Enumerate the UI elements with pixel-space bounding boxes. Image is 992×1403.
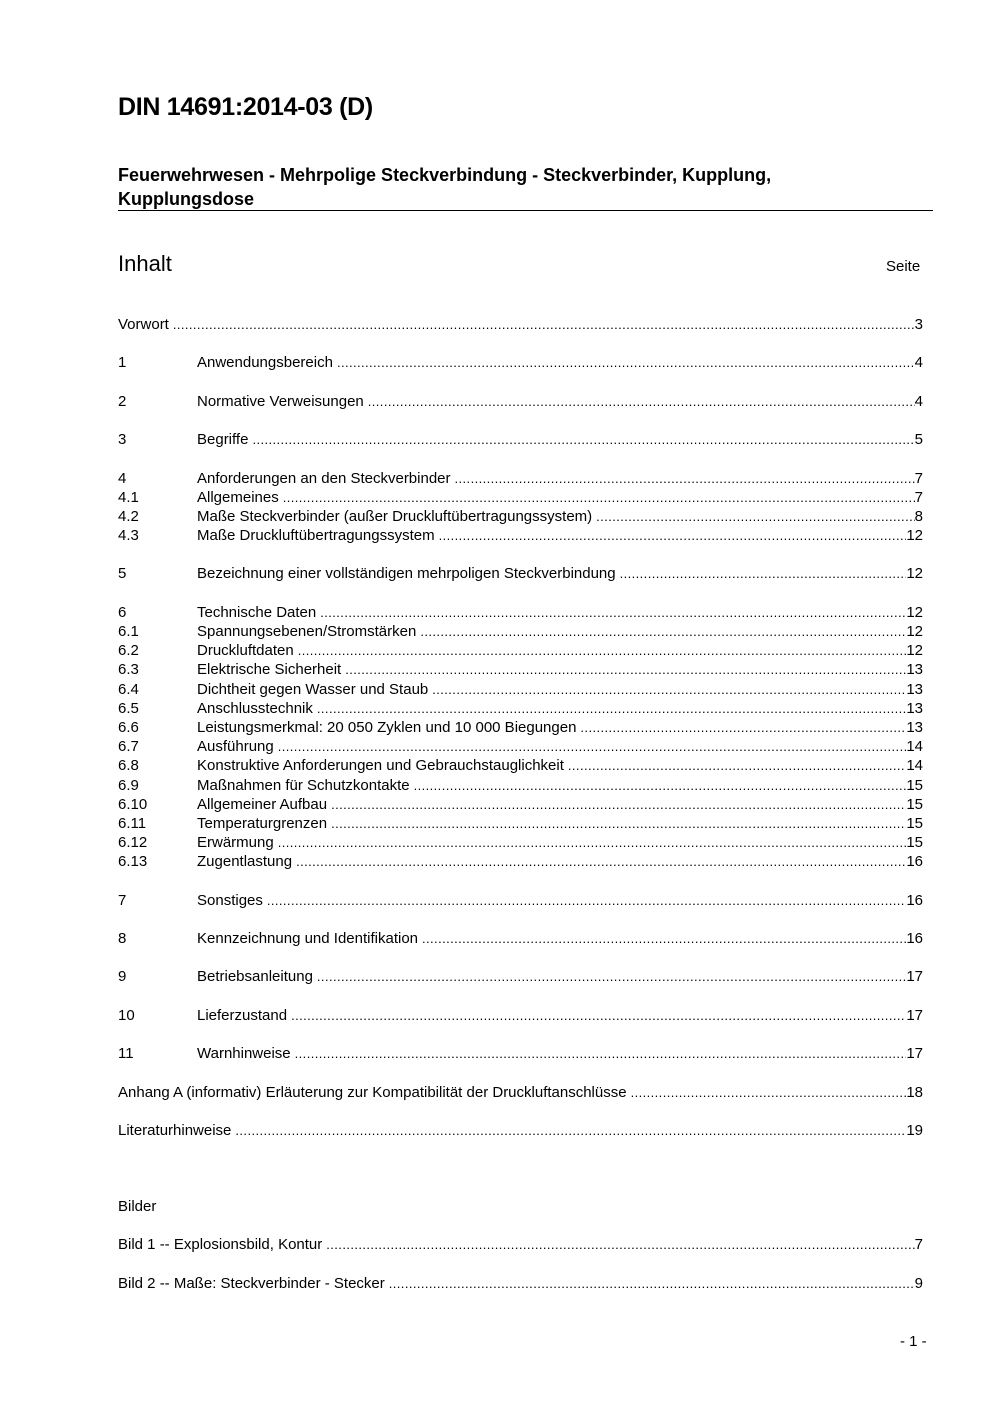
toc-entry-number: 4.2 bbox=[118, 507, 139, 525]
toc-entry[interactable] bbox=[118, 564, 923, 583]
page-column-label: Seite bbox=[886, 258, 921, 275]
toc-entry-number: 9 bbox=[118, 968, 127, 986]
toc-entry-number: 11 bbox=[118, 1045, 134, 1063]
toc-entry-title: Kennzeichnung und Identifikation bbox=[197, 930, 419, 947]
dot-leader bbox=[331, 814, 906, 833]
toc-entry-page: 4 bbox=[914, 392, 923, 410]
dot-leader bbox=[596, 507, 915, 526]
dot-leader bbox=[278, 833, 907, 852]
toc-entry[interactable] bbox=[118, 756, 923, 775]
dot-leader bbox=[295, 1044, 907, 1063]
dot-leader bbox=[432, 680, 906, 699]
dot-leader bbox=[420, 622, 906, 641]
dot-leader bbox=[267, 891, 906, 910]
toc-entry-page: 8 bbox=[914, 507, 923, 525]
figure-entry[interactable] bbox=[118, 1274, 923, 1293]
toc-entry-title: Allgemeines bbox=[197, 488, 279, 506]
toc-entry-page: 13 bbox=[906, 661, 923, 679]
toc-entry-page: 7 bbox=[914, 469, 923, 487]
dot-leader bbox=[317, 967, 906, 986]
toc-entry-title: Zugentlastung bbox=[197, 853, 293, 871]
toc-entry-number: 6.11 bbox=[118, 814, 147, 832]
dot-leader bbox=[368, 392, 915, 411]
toc-entry[interactable] bbox=[118, 1083, 923, 1102]
toc-entry-page: 15 bbox=[906, 776, 923, 794]
toc-entry[interactable] bbox=[118, 622, 923, 641]
toc-entry-title: Betriebsanleitung bbox=[197, 968, 313, 986]
dot-leader bbox=[298, 641, 907, 660]
table-of-contents bbox=[118, 315, 923, 1140]
toc-entry-page: 12 bbox=[906, 642, 923, 660]
toc-entry-number: 6.10 bbox=[118, 795, 148, 813]
toc-entry[interactable] bbox=[118, 392, 923, 411]
toc-entry-title: Technische Daten bbox=[197, 603, 317, 621]
document-number: DIN 14691:2014-03 (D) bbox=[118, 93, 373, 121]
dot-leader bbox=[291, 1006, 906, 1025]
toc-entry-title: Anwendungsbereich bbox=[197, 354, 333, 372]
toc-entry-number: 6.4 bbox=[118, 680, 139, 698]
toc-entry-title: Warnhinweise bbox=[197, 1045, 291, 1063]
toc-entry[interactable] bbox=[118, 526, 923, 545]
toc-entry-page: 3 bbox=[914, 316, 923, 333]
toc-entry-title: Erwärmung bbox=[197, 834, 274, 852]
toc-entry[interactable] bbox=[118, 507, 923, 526]
toc-entry-title: Temperaturgrenzen bbox=[197, 814, 328, 832]
toc-entry-number: 6.13 bbox=[118, 853, 148, 871]
toc-entry-number: 6.5 bbox=[118, 699, 139, 717]
toc-entry-title: Literaturhinweise bbox=[118, 1121, 232, 1139]
toc-entry-number: 6.1 bbox=[118, 623, 139, 640]
toc-entry-number: 6.2 bbox=[118, 642, 139, 660]
toc-entry[interactable] bbox=[118, 795, 923, 814]
toc-entry[interactable] bbox=[118, 737, 923, 756]
dot-leader bbox=[252, 430, 914, 449]
dot-leader bbox=[568, 756, 906, 775]
toc-entry-page: 13 bbox=[906, 680, 923, 698]
toc-heading: Inhalt bbox=[118, 251, 172, 276]
toc-entry[interactable] bbox=[118, 603, 923, 622]
toc-entry-number: 6.6 bbox=[118, 718, 139, 736]
toc-entry-number: 4.1 bbox=[118, 488, 139, 506]
toc-entry[interactable] bbox=[118, 315, 923, 334]
toc-entry-number: 7 bbox=[118, 891, 127, 909]
toc-entry[interactable] bbox=[118, 929, 923, 948]
toc-entry-number: 2 bbox=[118, 392, 127, 410]
figure-entry-page: 7 bbox=[914, 1236, 923, 1254]
dot-leader bbox=[345, 660, 906, 679]
toc-entry-title: Anhang A (informativ) Erläuterung zur Kompatibilität der Druckluftanschlüsse bbox=[118, 1083, 627, 1101]
toc-entry-title: Maße Druckluftübertragungssystem bbox=[197, 527, 435, 545]
toc-entry[interactable] bbox=[118, 1121, 923, 1140]
toc-entry-title: Maße Steckverbinder (außer Druckluftübertragungssystem) bbox=[197, 507, 593, 525]
toc-entry-page: 12 bbox=[906, 603, 923, 621]
dot-leader bbox=[173, 315, 915, 334]
figure-entry[interactable] bbox=[118, 1235, 923, 1254]
toc-entry-number: 6.8 bbox=[118, 757, 139, 775]
toc-entry-title: Anschlusstechnik bbox=[197, 699, 313, 717]
toc-entry-number: 6.12 bbox=[118, 834, 148, 852]
toc-entry-page: 16 bbox=[906, 853, 923, 871]
toc-entry-title: Elektrische Sicherheit bbox=[197, 661, 342, 679]
toc-entry-page: 12 bbox=[906, 623, 923, 640]
toc-entry-number: 3 bbox=[118, 431, 127, 449]
toc-entry-title: Allgemeiner Aufbau bbox=[197, 795, 328, 813]
dot-leader bbox=[283, 488, 915, 507]
toc-entry-number: 1 bbox=[118, 354, 127, 372]
toc-entry-title: Bezeichnung einer vollständigen mehrpoligen Steckverbindung bbox=[197, 565, 616, 583]
toc-entry-page: 7 bbox=[914, 488, 923, 506]
dot-leader bbox=[455, 469, 915, 488]
dot-leader bbox=[331, 795, 906, 814]
toc-entry-page: 19 bbox=[906, 1121, 923, 1139]
toc-entry-number: 6 bbox=[118, 603, 127, 621]
toc-entry-page: 5 bbox=[914, 431, 923, 449]
toc-entry-title: Normative Verweisungen bbox=[197, 392, 364, 410]
title-rule bbox=[118, 210, 933, 211]
dot-leader bbox=[235, 1121, 906, 1140]
toc-entry[interactable] bbox=[118, 1044, 923, 1063]
dot-leader bbox=[620, 564, 907, 583]
toc-entry[interactable] bbox=[118, 641, 923, 660]
toc-entry[interactable] bbox=[118, 1006, 923, 1025]
figures-heading: Bilder bbox=[118, 1198, 157, 1215]
toc-entry-title: Lieferzustand bbox=[197, 1006, 288, 1024]
toc-entry-number: 5 bbox=[118, 565, 127, 583]
toc-entry-title: Begriffe bbox=[197, 431, 249, 449]
dot-leader bbox=[631, 1083, 907, 1102]
dot-leader bbox=[320, 603, 906, 622]
toc-entry-page: 14 bbox=[906, 738, 923, 756]
toc-entry-number: 8 bbox=[118, 930, 127, 947]
toc-entry[interactable] bbox=[118, 353, 923, 372]
dot-leader bbox=[296, 852, 906, 871]
dot-leader bbox=[278, 737, 907, 756]
dot-leader bbox=[439, 526, 907, 545]
toc-entry[interactable] bbox=[118, 776, 923, 795]
toc-entry-title: Spannungsebenen/Stromstärken bbox=[197, 623, 417, 640]
toc-entry[interactable] bbox=[118, 488, 923, 507]
dot-leader bbox=[422, 929, 906, 948]
toc-entry-page: 15 bbox=[906, 795, 923, 813]
dot-leader bbox=[580, 718, 906, 737]
toc-entry-page: 15 bbox=[906, 834, 923, 852]
dot-leader bbox=[326, 1235, 914, 1254]
toc-entry-page: 17 bbox=[906, 968, 923, 986]
toc-entry-title: Vorwort bbox=[118, 316, 169, 333]
toc-entry-page: 13 bbox=[906, 718, 923, 736]
toc-entry-number: 4 bbox=[118, 469, 127, 487]
toc-entry[interactable] bbox=[118, 660, 923, 679]
dot-leader bbox=[414, 776, 907, 795]
toc-entry[interactable] bbox=[118, 680, 923, 699]
toc-entry-number: 6.9 bbox=[118, 776, 139, 794]
figure-list bbox=[118, 1197, 923, 1293]
toc-entry[interactable] bbox=[118, 718, 923, 737]
figure-entry-page: 9 bbox=[914, 1274, 923, 1292]
toc-entry-page: 16 bbox=[906, 891, 923, 909]
toc-entry-page: 4 bbox=[914, 354, 923, 372]
toc-entry-page: 12 bbox=[906, 527, 923, 545]
toc-entry[interactable] bbox=[118, 430, 923, 449]
toc-entry-title: Druckluftdaten bbox=[197, 642, 294, 660]
figure-entry-title: Bild 2 -- Maße: Steckverbinder - Stecker bbox=[118, 1274, 385, 1292]
dot-leader bbox=[337, 353, 915, 372]
figure-entry-title: Bild 1 -- Explosionsbild, Kontur bbox=[118, 1236, 323, 1254]
toc-entry-number: 10 bbox=[118, 1006, 135, 1024]
document-title: Feuerwehrwesen - Mehrpolige Steckverbindung - Steckverbinder, Kupplung, Kupplungsdose bbox=[118, 165, 772, 209]
toc-entry-number: 6.7 bbox=[118, 738, 139, 756]
toc-entry[interactable] bbox=[118, 699, 923, 718]
toc-entry[interactable] bbox=[118, 967, 923, 986]
toc-entry-title: Sonstiges bbox=[197, 891, 263, 909]
toc-entry-page: 18 bbox=[906, 1083, 923, 1101]
toc-entry-number: 4.3 bbox=[118, 527, 139, 545]
toc-entry-page: 12 bbox=[906, 565, 923, 583]
toc-entry-page: 17 bbox=[906, 1045, 923, 1063]
dot-leader bbox=[389, 1274, 915, 1293]
toc-entry-title: Maßnahmen für Schutzkontakte bbox=[197, 776, 410, 794]
toc-entry[interactable] bbox=[118, 891, 923, 910]
page-number: - 1 - bbox=[900, 1333, 927, 1350]
toc-entry-page: 13 bbox=[906, 699, 923, 717]
dot-leader bbox=[317, 699, 906, 718]
toc-entry[interactable] bbox=[118, 469, 923, 488]
toc-entry[interactable] bbox=[118, 814, 923, 833]
toc-entry-title: Leistungsmerkmal: 20 050 Zyklen und 10 000 Biegungen bbox=[197, 718, 577, 736]
toc-entry-title: Anforderungen an den Steckverbinder bbox=[197, 469, 451, 487]
toc-entry-page: 17 bbox=[906, 1006, 923, 1024]
toc-entry-title: Konstruktive Anforderungen und Gebrauchstauglichkeit bbox=[197, 757, 564, 775]
toc-entry-page: 14 bbox=[906, 757, 923, 775]
toc-entry-number: 6.3 bbox=[118, 661, 139, 679]
toc-entry-title: Ausführung bbox=[197, 738, 274, 756]
toc-entry[interactable] bbox=[118, 852, 923, 871]
toc-entry[interactable] bbox=[118, 833, 923, 852]
toc-entry-page: 16 bbox=[906, 930, 923, 947]
toc-entry-page: 15 bbox=[906, 814, 923, 832]
toc-entry-title: Dichtheit gegen Wasser und Staub bbox=[197, 680, 429, 698]
